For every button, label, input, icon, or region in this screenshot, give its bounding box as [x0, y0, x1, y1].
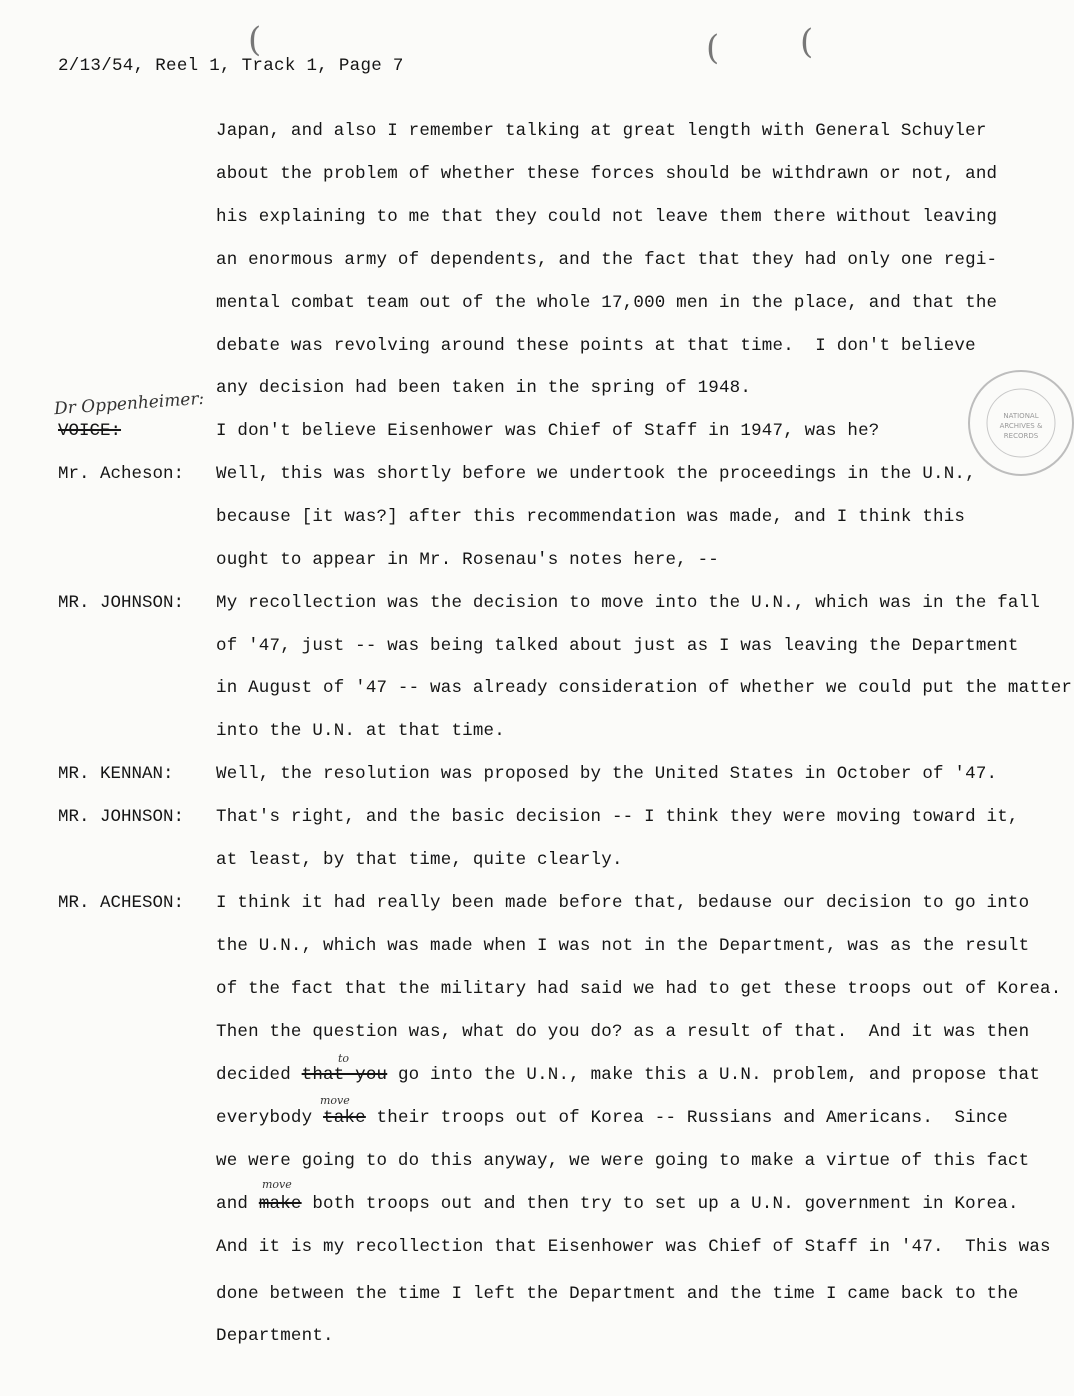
transcript-line: of the fact that the military had said we had to get these troops out of Korea. — [216, 979, 1062, 999]
struck-text: take — [323, 1108, 366, 1128]
handwritten-speaker-note: Dr Oppenheimer: — [53, 388, 205, 420]
speaker-label-struck: VOICE: — [58, 421, 122, 441]
transcript-line: because [it was?] after this recommendation was made, and I think this — [216, 507, 966, 527]
speaker-label: MR. ACHESON: — [58, 893, 185, 913]
transcript-line: Well, this was shortly before we undertook the proceedings in the U.N., — [216, 464, 976, 484]
struck-text: that you — [301, 1065, 388, 1085]
line-text: decided — [216, 1065, 302, 1085]
line-text: their troops out of Korea -- Russians and Americans. Since — [365, 1108, 1008, 1128]
transcript-line: of '47, just -- was being talked about just as I was leaving the Department — [216, 636, 1019, 656]
transcript-line-corrected — [216, 1193, 1019, 1215]
speaker-label: MR. JOHNSON: — [58, 593, 185, 613]
speaker-label: MR. JOHNSON: — [58, 807, 185, 827]
svg-text:RECORDS: RECORDS — [1003, 432, 1039, 440]
transcript-line: the U.N., which was made when I was not in the Department, was as the result — [216, 936, 1030, 956]
speaker-label: Mr. Acheson: — [58, 464, 185, 484]
transcript-line-corrected — [216, 1107, 1008, 1129]
handwritten-correction: to — [338, 1052, 350, 1065]
handwritten-correction: move — [262, 1178, 292, 1191]
transcript-line: done between the time I left the Department and the time I came back to the — [216, 1284, 1019, 1304]
transcript-line: in August of '47 -- was already consideration of whether we could put the matter — [216, 678, 1073, 698]
transcript-line: Japan, and also I remember talking at great length with General Schuyler — [216, 121, 987, 141]
transcript-line: Then the question was, what do you do? as a result of that. And it was then — [216, 1022, 1030, 1042]
svg-text:ARCHIVES &: ARCHIVES & — [999, 422, 1043, 430]
line-text: and — [216, 1194, 259, 1214]
transcript-line: we were going to do this anyway, we were going to make a virtue of this fact — [216, 1151, 1030, 1171]
transcript-line: his explaining to me that they could not leave them there without leaving — [216, 207, 998, 227]
transcript-line: about the problem of whether these forces should be withdrawn or not, and — [216, 164, 998, 184]
transcript-line: at least, by that time, quite clearly. — [216, 850, 623, 870]
transcript-line: ought to appear in Mr. Rosenau's notes here, -- — [216, 550, 719, 570]
transcript-line: any decision had been taken in the spring of 1948. — [216, 378, 752, 398]
transcript-line: mental combat team out of the whole 17,000 men in the place, and that the — [216, 293, 998, 313]
transcript-line: I think it had really been made before that, bedause our decision to go into — [216, 893, 1030, 913]
transcript-line: Well, the resolution was proposed by the United States in October of '47. — [216, 764, 998, 784]
speaker-label: MR. KENNAN: — [58, 764, 174, 784]
line-text: everybody — [216, 1108, 324, 1128]
struck-text: make — [258, 1194, 302, 1214]
line-text: go into the U.N., make this a U.N. problem, and propose that — [387, 1065, 1041, 1085]
handwritten-correction: move — [320, 1094, 350, 1107]
transcript-line-corrected — [216, 1064, 1040, 1086]
library-stamp-icon — [966, 368, 1074, 478]
punch-mark-icon: ( — [706, 28, 720, 68]
line-text: both troops out and then try to set up a U.N. government in Korea. — [301, 1194, 1019, 1214]
transcript-line: I don't believe Eisenhower was Chief of Staff in 1947, was he? — [216, 421, 880, 441]
transcript-line: an enormous army of dependents, and the fact that they had only one regi- — [216, 250, 998, 270]
transcript-line: And it is my recollection that Eisenhower was Chief of Staff in '47. This was — [216, 1237, 1051, 1257]
transcript-line: My recollection was the decision to move into the U.N., which was in the fall — [216, 593, 1041, 613]
transcript-line: Department. — [216, 1326, 334, 1346]
punch-mark-icon: ( — [800, 22, 814, 62]
svg-text:NATIONAL: NATIONAL — [1003, 412, 1039, 420]
transcript-line: into the U.N. at that time. — [216, 721, 505, 741]
transcript-line: That's right, and the basic decision -- I think they were moving toward it, — [216, 807, 1019, 827]
page-header: 2/13/54, Reel 1, Track 1, Page 7 — [58, 56, 404, 76]
punch-mark-icon: ( — [248, 20, 262, 60]
transcript-line: debate was revolving around these points at that time. I don't believe — [216, 336, 976, 356]
